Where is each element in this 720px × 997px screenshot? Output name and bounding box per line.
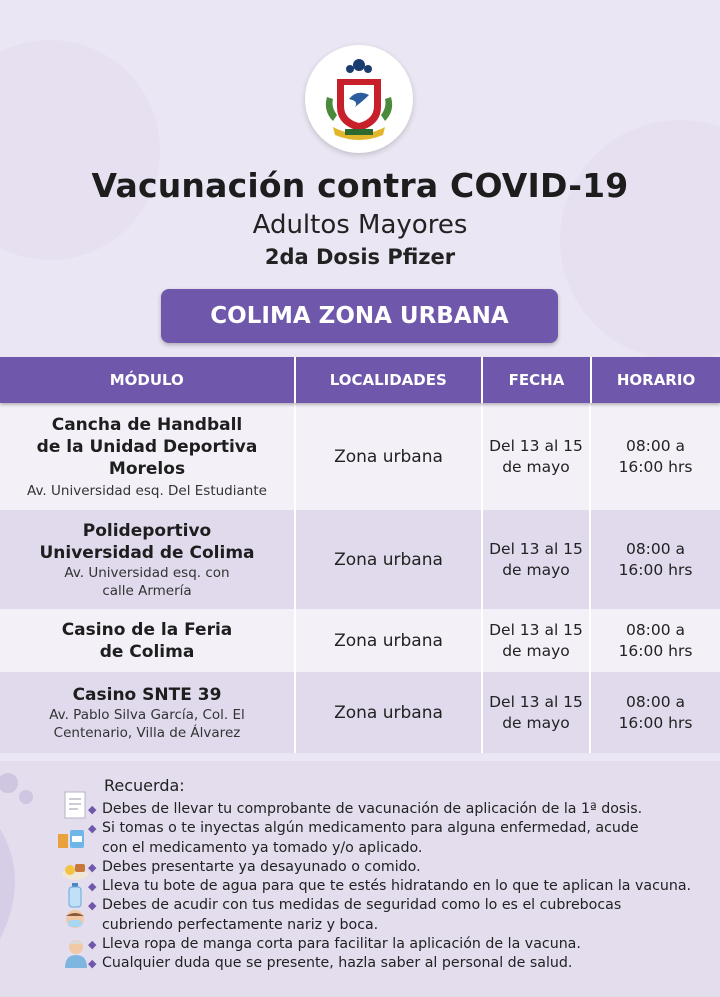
localidades-cell xyxy=(296,609,483,672)
modulo-cell xyxy=(0,510,296,609)
zone-banner: COLIMA ZONA URBANA xyxy=(161,289,558,343)
fecha-value: de mayo xyxy=(502,641,570,660)
localidades-cell xyxy=(296,672,483,753)
reminder-text: Lleva ropa de manga corta para facilitar la aplicación de la vacuna. xyxy=(102,936,581,953)
reminder-text: Si tomas o te inyectas algún medicamento para alguna enfermedad, acude xyxy=(102,820,639,837)
diamond-bullet-icon: ◆ xyxy=(88,938,97,952)
horario-value: 08:00 a xyxy=(625,436,686,455)
fecha-cell xyxy=(483,510,591,609)
breakfast-icon xyxy=(60,858,90,882)
modulo-address: Av. Universidad esq. con xyxy=(64,564,230,581)
colima-coat-of-arms-icon xyxy=(319,55,399,143)
fecha-cell xyxy=(483,609,591,672)
horario-value: 08:00 a xyxy=(625,620,686,639)
diamond-bullet-icon: ◆ xyxy=(88,899,97,913)
localidades-cell xyxy=(296,403,483,510)
horario-value: 16:00 hrs xyxy=(618,641,693,660)
diamond-bullet-icon: ◆ xyxy=(88,822,97,836)
modulo-name: Universidad de Colima xyxy=(39,542,255,563)
modulo-address: Centenario, Villa de Álvarez xyxy=(53,724,241,741)
reminder-text: Cualquier duda que se presente, hazla saber al personal de salud. xyxy=(102,955,573,972)
modulo-name: de Colima xyxy=(99,641,195,662)
seal-badge xyxy=(305,45,413,153)
list-item xyxy=(88,896,713,935)
modulo-name: Casino SNTE 39 xyxy=(72,684,222,705)
modulo-address: Av. Pablo Silva García, Col. El xyxy=(49,706,245,723)
list-item xyxy=(88,800,713,819)
modulo-name: Cancha de Handball xyxy=(51,414,243,435)
fecha-value: Del 13 al 15 xyxy=(489,436,583,455)
reminder-title: Recuerda: xyxy=(104,776,185,795)
diamond-bullet-icon: ◆ xyxy=(88,860,97,874)
modulo-name: Polideportivo xyxy=(82,520,212,541)
document-icon xyxy=(62,790,88,820)
list-item xyxy=(88,877,713,896)
page-subtitle: Adultos Mayores xyxy=(252,210,468,240)
fecha-value: Del 13 al 15 xyxy=(489,539,583,558)
diamond-bullet-icon: ◆ xyxy=(88,880,97,894)
horario-cell xyxy=(591,672,720,753)
fecha-value: de mayo xyxy=(502,457,570,476)
modulo-name: de la Unidad Deportiva xyxy=(36,436,258,457)
fecha-value: de mayo xyxy=(502,560,570,579)
fecha-value: Del 13 al 15 xyxy=(489,692,583,711)
horario-value: 08:00 a xyxy=(625,539,686,558)
reminder-text: Debes de llevar tu comprobante de vacunación de aplicación de la 1ª dosis. xyxy=(102,801,643,817)
localidades-cell xyxy=(296,510,483,609)
list-item xyxy=(88,935,713,954)
fecha-value: Del 13 al 15 xyxy=(489,620,583,639)
reminder-text: con el medicamento ya tomado y/o aplicado. xyxy=(102,839,423,856)
reminder-text: cubriendo perfectamente nariz y boca. xyxy=(102,916,379,933)
modulo-cell xyxy=(0,672,296,753)
fecha-cell xyxy=(483,672,591,753)
localidad-value: Zona urbana xyxy=(334,549,443,570)
diamond-bullet-icon: ◆ xyxy=(88,803,97,816)
table-row xyxy=(0,609,720,672)
list-item xyxy=(88,858,713,877)
water-bottle-icon xyxy=(66,882,84,908)
horario-cell xyxy=(591,510,720,609)
decorative-dots-icon xyxy=(0,769,40,997)
diamond-bullet-icon: ◆ xyxy=(88,957,97,971)
table-header xyxy=(0,357,720,403)
reminder-list xyxy=(88,800,713,974)
header-modulo: MÓDULO xyxy=(0,357,296,403)
face-mask-icon xyxy=(62,908,88,934)
nurse-icon xyxy=(62,938,90,968)
localidad-value: Zona urbana xyxy=(334,630,443,651)
modulo-address: Av. Universidad esq. Del Estudiante xyxy=(27,482,267,499)
reminder-text: Debes presentarte ya desayunado o comido. xyxy=(102,858,421,875)
fecha-value: de mayo xyxy=(502,713,570,732)
table-row xyxy=(0,510,720,609)
reminder-text: Debes de acudir con tus medidas de seguridad como lo es el cubrebocas xyxy=(102,897,622,914)
schedule-table xyxy=(0,357,720,753)
localidad-value: Zona urbana xyxy=(334,446,443,467)
reminder-text: Lleva tu bote de agua para que te estés hidratando en lo que te aplican la vacuna. xyxy=(102,878,692,895)
horario-value: 16:00 hrs xyxy=(618,457,693,476)
list-item xyxy=(88,819,713,858)
modulo-address: calle Armería xyxy=(102,582,192,599)
header-horario: HORARIO xyxy=(616,371,696,389)
horario-value: 08:00 a xyxy=(625,692,686,711)
table-row xyxy=(0,403,720,510)
fecha-cell xyxy=(483,403,591,510)
modulo-name: Casino de la Feria xyxy=(61,619,233,640)
modulo-cell xyxy=(0,609,296,672)
horario-cell xyxy=(591,609,720,672)
modulo-cell xyxy=(0,403,296,510)
medicine-icon xyxy=(56,826,88,852)
horario-cell xyxy=(591,403,720,510)
header-localidades: LOCALIDADES xyxy=(296,357,483,403)
page-title: Vacunación contra COVID-19 xyxy=(91,166,629,205)
dose-label: 2da Dosis Pfizer xyxy=(264,245,456,269)
list-item xyxy=(88,954,713,973)
header-fecha: FECHA xyxy=(483,357,592,403)
horario-value: 16:00 hrs xyxy=(618,713,693,732)
background-circle xyxy=(560,120,720,360)
horario-value: 16:00 hrs xyxy=(618,560,693,579)
table-row xyxy=(0,672,720,753)
localidad-value: Zona urbana xyxy=(334,702,443,723)
modulo-name: Morelos xyxy=(108,458,186,479)
